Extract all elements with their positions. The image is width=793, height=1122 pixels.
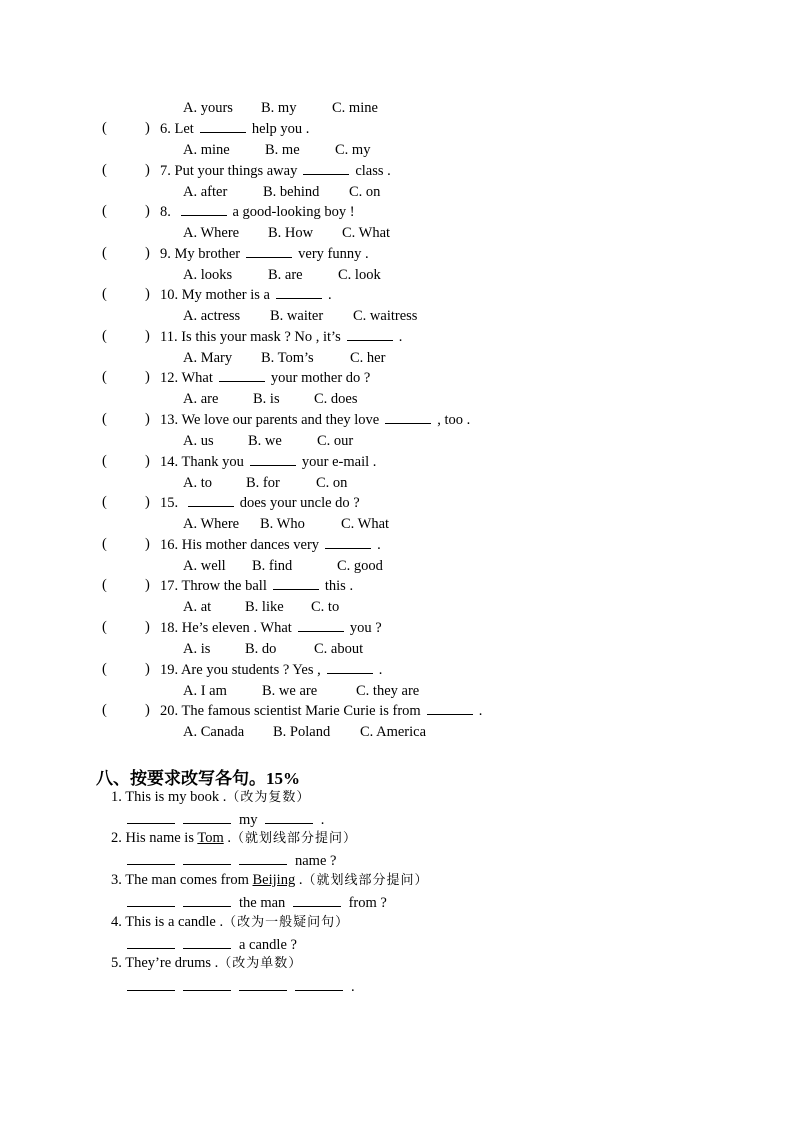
question-stem [160,452,376,471]
answer-paren-right: ) [145,286,150,302]
question-text-after: your e-mail . [301,454,377,470]
option-c: C. her [350,350,386,366]
question-text-after: . [378,662,383,678]
question-text-after: help you . [251,121,310,137]
option-c: C. What [341,516,390,532]
answer-line-2 [127,851,336,870]
rewrite-item-1 [111,788,310,807]
answer-paren-right: ) [145,203,150,219]
question-stem [160,244,369,263]
question-stem [160,576,353,595]
question-number: 18. [160,620,179,636]
option-b: B. is [253,391,280,407]
rewrite-item-4 [111,913,349,932]
underlined-word: Beijing [252,872,296,888]
answer-paren-left[interactable]: ( [102,120,107,136]
fill-blank[interactable] [246,244,292,258]
question-number: 14. [160,454,179,470]
answer-paren-right: ) [145,453,150,469]
answer-paren-left[interactable]: ( [102,577,107,593]
question-text-before: My mother is a [181,287,270,303]
question-text-before: Throw the ball [181,578,267,594]
section-heading: 八、按要求改写各句。15% [96,769,300,788]
question-text-before: What [181,370,213,386]
option-a: A. Where [183,225,240,241]
option-a: A. Mary [183,350,233,366]
question-number: 9. [160,246,171,262]
answer-paren-left[interactable]: ( [102,536,107,552]
answer-paren-right: ) [145,245,150,261]
option-c: C. What [342,225,391,241]
question-stem [160,410,470,429]
answer-paren-right: ) [145,577,150,593]
answer-end: . [320,812,325,828]
question-stem [160,202,355,221]
option-a: A. actress [183,308,241,324]
item-instruction: （就划线部分提问） [302,873,429,888]
option-c: C. look [338,267,381,283]
question-text-after: class . [355,163,391,179]
question-text-after: . [398,329,403,345]
option-b: B. do [245,641,277,657]
question-stem [160,285,332,304]
question-text-after: you ? [349,620,382,636]
item-sentence: This is my book . [125,789,227,805]
question-stem [160,161,391,180]
option-b: B. Tom’s [261,350,314,366]
answer-end: a candle ? [239,937,297,953]
answer-paren-left[interactable]: ( [102,453,107,469]
fill-blank[interactable] [303,161,349,175]
item-instruction: （就划线部分提问） [230,831,357,846]
question-text-before: My brother [174,246,241,262]
option-a: A. well [183,558,226,574]
question-text-before: Are you students ? Yes , [180,662,321,678]
question-text-after: . [327,287,332,303]
item-period: . [298,872,303,888]
item-instruction: （改为一般疑问句） [223,915,350,930]
fill-blank[interactable] [325,535,371,549]
item-number: 5. [111,955,122,971]
question-number: 19. [160,662,179,678]
item-instruction: （改为复数） [226,790,311,805]
answer-blank[interactable] [127,935,175,949]
option-a: A. are [183,391,219,407]
option-a: A. to [183,475,212,491]
fill-blank[interactable] [188,493,234,507]
fill-blank[interactable] [276,285,322,299]
question-number: 12. [160,370,179,386]
question-text-after: very funny . [298,246,369,262]
item-period: . [227,830,231,846]
fill-blank[interactable] [181,202,227,216]
answer-paren-right: ) [145,619,150,635]
answer-blank[interactable] [183,810,231,824]
answer-end: . [351,979,355,995]
answer-paren-right: ) [145,369,150,385]
question-text-before: Thank you [181,454,244,470]
option-b: B. me [265,142,300,158]
rewrite-item-2 [111,829,357,848]
option-c: C. good [337,558,383,574]
question-stem [160,493,360,512]
question-stem [160,119,309,138]
question-number: 7. [160,163,171,179]
answer-paren-left[interactable]: ( [102,245,107,261]
answer-blank[interactable] [127,851,175,865]
question-number: 20. [160,703,179,719]
question-stem [160,701,482,720]
option-b: B. we are [262,683,318,699]
option-a: A. looks [183,267,233,283]
option-b: B. Who [260,516,305,532]
option-a: A. at [183,599,212,615]
option-b: B. we [248,433,282,449]
answer-paren-left[interactable]: ( [102,369,107,385]
option-b: B. How [268,225,314,241]
answer-paren-left[interactable]: ( [102,661,107,677]
question-text-before: Is this your mask ? No , it’s [181,329,341,345]
answer-blank[interactable] [127,977,175,991]
question-text-before: His mother dances very [181,537,320,553]
answer-blank[interactable] [239,851,287,865]
question-stem [160,660,382,679]
answer-line-4 [127,935,297,954]
question-stem [160,535,381,554]
answer-blank[interactable] [295,977,343,991]
question-number: 13. [160,412,179,428]
underlined-word: Tom [197,830,224,846]
option-c: C. to [311,599,340,615]
option-b: B. like [245,599,284,615]
option-a: A. I am [183,683,227,699]
option-c: C. on [316,475,348,491]
answer-paren-left[interactable]: ( [102,328,107,344]
option-b: B. find [252,558,293,574]
answer-blank[interactable] [183,977,231,991]
question-stem [160,368,370,387]
question-text-before: He’s eleven . What [181,620,292,636]
option-b: B. waiter [270,308,324,324]
question-number: 8. [160,204,171,220]
question-text-before: The famous scientist Marie Curie is from [181,703,421,719]
answer-paren-left[interactable]: ( [102,203,107,219]
item-sentence: His name is [125,830,194,846]
fill-blank[interactable] [347,327,393,341]
answer-paren-right: ) [145,328,150,344]
question-text-after: your mother do ? [270,370,371,386]
answer-blank[interactable] [293,893,341,907]
question-text-after: this . [324,578,354,594]
question-text-after: a good-looking boy ! [232,204,355,220]
option-b: B. are [268,267,303,283]
answer-word: my [239,812,258,828]
option-c: C. America [360,724,427,740]
question-number: 17. [160,578,179,594]
answer-blank[interactable] [183,851,231,865]
answer-paren-right: ) [145,120,150,136]
question-stem [160,327,402,346]
option-b: B. behind [263,184,320,200]
question-text-after: . [478,703,483,719]
item-number: 4. [111,914,122,930]
fill-blank[interactable] [219,368,265,382]
option-b: B. my [261,100,297,116]
option-c: C. does [314,391,358,407]
fill-blank[interactable] [273,576,319,590]
item-number: 3. [111,872,122,888]
option-a: A. after [183,184,228,200]
answer-paren-left[interactable]: ( [102,411,107,427]
option-a: A. us [183,433,214,449]
option-a: A. Where [183,516,240,532]
question-text-after: does your uncle do ? [239,495,360,511]
answer-blank[interactable] [265,810,313,824]
answer-blank[interactable] [127,893,175,907]
answer-line-5 [127,977,355,996]
answer-blank[interactable] [183,893,231,907]
answer-paren-right: ) [145,494,150,510]
fill-blank[interactable] [250,452,296,466]
answer-paren-left[interactable]: ( [102,494,107,510]
option-a: A. mine [183,142,230,158]
fill-blank[interactable] [298,618,344,632]
answer-word: the man [239,895,286,911]
option-a: A. is [183,641,211,657]
fill-blank[interactable] [200,119,246,133]
option-c: C. they are [356,683,420,699]
option-c: C. our [317,433,354,449]
question-number: 6. [160,121,171,137]
question-number: 10. [160,287,179,303]
item-sentence: This is a candle . [125,914,224,930]
option-a: A. Canada [183,724,245,740]
answer-paren-left[interactable]: ( [102,162,107,178]
answer-paren-right: ) [145,536,150,552]
question-text-after: , too . [437,412,471,428]
question-text-before: We love our parents and they love [181,412,380,428]
option-c: C. my [335,142,371,158]
option-b: B. for [246,475,280,491]
answer-blank[interactable] [183,935,231,949]
answer-blank[interactable] [127,810,175,824]
question-stem [160,618,382,637]
question-text-before: Let [174,121,194,137]
answer-paren-right: ) [145,411,150,427]
question-text-after: . [377,537,381,553]
item-number: 2. [111,830,122,846]
answer-end: name ? [295,853,337,869]
answer-paren-left[interactable]: ( [102,619,107,635]
answer-paren-right: ) [145,162,150,178]
option-c: C. on [349,184,381,200]
item-sentence: The man comes from [125,872,249,888]
answer-line-1 [127,810,324,829]
rewrite-item-5 [111,954,302,973]
item-instruction: （改为单数） [218,956,303,971]
answer-line-3 [127,893,387,912]
item-number: 1. [111,789,122,805]
answer-paren-left[interactable]: ( [102,702,107,718]
item-sentence: They’re drums . [125,955,219,971]
answer-paren-left[interactable]: ( [102,286,107,302]
rewrite-item-3 [111,871,428,890]
question-text-before: Put your things away [174,163,298,179]
answer-end: from ? [348,895,387,911]
option-c: C. waitress [353,308,418,324]
question-number: 16. [160,537,179,553]
question-number: 15. [160,495,179,511]
answer-blank[interactable] [239,977,287,991]
option-c: C. mine [332,100,378,116]
option-b: B. Poland [273,724,331,740]
question-number: 11. [160,329,178,345]
fill-blank[interactable] [427,701,473,715]
option-a: A. yours [183,100,233,116]
option-c: C. about [314,641,364,657]
answer-paren-right: ) [145,702,150,718]
answer-paren-right: ) [145,661,150,677]
fill-blank[interactable] [385,410,431,424]
fill-blank[interactable] [327,660,373,674]
